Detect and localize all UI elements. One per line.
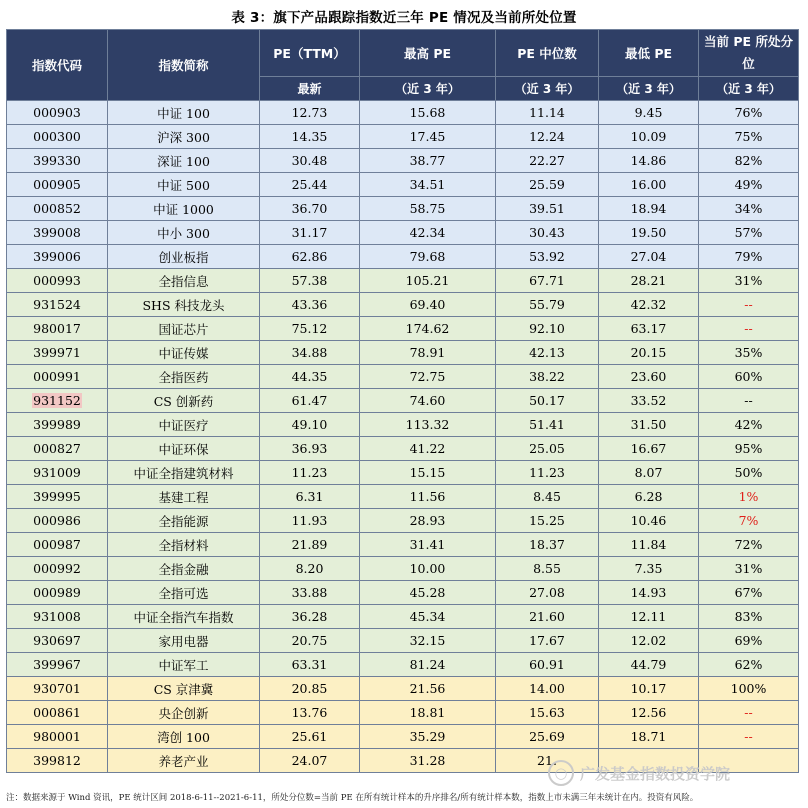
table-row	[7, 461, 799, 485]
cell-median: 50.17	[496, 389, 599, 413]
table-row	[7, 653, 799, 677]
cell-pe-ttm: 8.20	[260, 557, 360, 581]
cell-code	[7, 101, 108, 125]
cell-code	[7, 269, 108, 293]
cell-median: 39.51	[496, 197, 599, 221]
cell-code	[7, 413, 108, 437]
cell-position: 69%	[699, 629, 799, 653]
cell-code	[7, 173, 108, 197]
cell-name: 央企创新	[108, 701, 260, 725]
cell-code	[7, 461, 108, 485]
cell-median: 55.79	[496, 293, 599, 317]
cell-code	[7, 293, 108, 317]
table-row	[7, 677, 799, 701]
cell-position: 31%	[699, 269, 799, 293]
cell-high: 32.15	[360, 629, 496, 653]
cell-low: 33.52	[599, 389, 699, 413]
pe-table	[6, 29, 799, 773]
table-row	[7, 269, 799, 293]
cell-pe-ttm: 49.10	[260, 413, 360, 437]
table-row	[7, 557, 799, 581]
cell-low: 10.46	[599, 509, 699, 533]
cell-median: 21.60	[496, 605, 599, 629]
code-text: 399995	[33, 489, 81, 504]
code-text: 000992	[33, 561, 81, 576]
table-row	[7, 389, 799, 413]
table-row	[7, 317, 799, 341]
cell-position: 62%	[699, 653, 799, 677]
wechat-icon: ◯	[548, 760, 574, 786]
cell-pe-ttm: 12.73	[260, 101, 360, 125]
cell-name: 深证 100	[108, 149, 260, 173]
cell-low: 18.71	[599, 725, 699, 749]
cell-name: SHS 科技龙头	[108, 293, 260, 317]
cell-median: 17.67	[496, 629, 599, 653]
cell-pe-ttm: 31.17	[260, 221, 360, 245]
cell-low: 63.17	[599, 317, 699, 341]
cell-position: 79%	[699, 245, 799, 269]
cell-low: 16.00	[599, 173, 699, 197]
col-sub-median: （近 3 年）	[496, 77, 599, 101]
col-sub-high: （近 3 年）	[360, 77, 496, 101]
cell-code	[7, 701, 108, 725]
code-text: 399006	[33, 249, 81, 264]
cell-position: 83%	[699, 605, 799, 629]
code-text: 000987	[33, 537, 81, 552]
table-row	[7, 509, 799, 533]
cell-position: 82%	[699, 149, 799, 173]
cell-position: 100%	[699, 677, 799, 701]
cell-name: 中证医疗	[108, 413, 260, 437]
cell-code	[7, 341, 108, 365]
cell-low: 20.15	[599, 341, 699, 365]
cell-high: 174.62	[360, 317, 496, 341]
cell-position: 75%	[699, 125, 799, 149]
cell-low: 12.11	[599, 605, 699, 629]
cell-median: 15.63	[496, 701, 599, 725]
cell-name: 中证军工	[108, 653, 260, 677]
cell-low: 8.07	[599, 461, 699, 485]
cell-median: 14.00	[496, 677, 599, 701]
cell-high: 58.75	[360, 197, 496, 221]
cell-name: 中证全指汽车指数	[108, 605, 260, 629]
cell-pe-ttm: 36.70	[260, 197, 360, 221]
cell-high: 15.68	[360, 101, 496, 125]
cell-name: 中证环保	[108, 437, 260, 461]
cell-pe-ttm: 21.89	[260, 533, 360, 557]
cell-code	[7, 605, 108, 629]
code-text: 930697	[33, 633, 81, 648]
cell-high: 38.77	[360, 149, 496, 173]
cell-median: 60.91	[496, 653, 599, 677]
table-row	[7, 101, 799, 125]
cell-name: 中证传媒	[108, 341, 260, 365]
cell-code	[7, 653, 108, 677]
code-text: 931152	[33, 393, 81, 408]
cell-position: 76%	[699, 101, 799, 125]
cell-position: 60%	[699, 365, 799, 389]
cell-low: 10.17	[599, 677, 699, 701]
cell-low: 12.02	[599, 629, 699, 653]
cell-name: 创业板指	[108, 245, 260, 269]
code-text: 000905	[33, 177, 81, 192]
cell-code	[7, 533, 108, 557]
table-row	[7, 533, 799, 557]
cell-name: 中证 100	[108, 101, 260, 125]
cell-low: 10.09	[599, 125, 699, 149]
cell-position: --	[699, 389, 799, 413]
code-text: 000827	[33, 441, 81, 456]
cell-position: --	[699, 317, 799, 341]
cell-pe-ttm: 30.48	[260, 149, 360, 173]
table-row	[7, 197, 799, 221]
col-sub-pe-ttm: 最新	[260, 77, 360, 101]
cell-code	[7, 149, 108, 173]
cell-median: 53.92	[496, 245, 599, 269]
cell-pe-ttm: 20.75	[260, 629, 360, 653]
table-row	[7, 629, 799, 653]
table-row	[7, 725, 799, 749]
code-text: 000986	[33, 513, 81, 528]
cell-high: 42.34	[360, 221, 496, 245]
col-header-low: 最低 PE	[599, 30, 699, 77]
cell-low: 16.67	[599, 437, 699, 461]
cell-position: 35%	[699, 341, 799, 365]
col-header-high: 最高 PE	[360, 30, 496, 77]
cell-pe-ttm: 20.85	[260, 677, 360, 701]
cell-name: 中证 500	[108, 173, 260, 197]
cell-median: 67.71	[496, 269, 599, 293]
cell-code	[7, 365, 108, 389]
cell-position: 57%	[699, 221, 799, 245]
cell-code	[7, 245, 108, 269]
cell-low: 23.60	[599, 365, 699, 389]
cell-pe-ttm: 75.12	[260, 317, 360, 341]
code-text: 980017	[33, 321, 81, 336]
cell-high: 45.34	[360, 605, 496, 629]
table-row	[7, 149, 799, 173]
cell-name: 家用电器	[108, 629, 260, 653]
cell-code	[7, 389, 108, 413]
cell-high: 31.41	[360, 533, 496, 557]
cell-position: 7%	[699, 509, 799, 533]
cell-name: 国证芯片	[108, 317, 260, 341]
cell-code	[7, 221, 108, 245]
cell-high: 78.91	[360, 341, 496, 365]
cell-median: 18.37	[496, 533, 599, 557]
cell-median: 12.24	[496, 125, 599, 149]
cell-pe-ttm: 11.23	[260, 461, 360, 485]
col-header-pe-ttm: PE（TTM）	[260, 30, 360, 77]
cell-low: 14.93	[599, 581, 699, 605]
cell-high: 10.00	[360, 557, 496, 581]
cell-median: 25.05	[496, 437, 599, 461]
cell-high: 105.21	[360, 269, 496, 293]
watermark	[548, 760, 730, 786]
cell-pe-ttm: 36.93	[260, 437, 360, 461]
cell-pe-ttm: 44.35	[260, 365, 360, 389]
cell-pe-ttm: 63.31	[260, 653, 360, 677]
cell-low: 18.94	[599, 197, 699, 221]
cell-high: 18.81	[360, 701, 496, 725]
cell-pe-ttm: 43.36	[260, 293, 360, 317]
cell-median: 22.27	[496, 149, 599, 173]
cell-low: 44.79	[599, 653, 699, 677]
table-title: 表 3：旗下产品跟踪指数近三年 PE 情况及当前所处位置	[231, 10, 577, 26]
code-text: 930701	[33, 681, 81, 696]
cell-high: 31.28	[360, 749, 496, 773]
cell-code	[7, 317, 108, 341]
cell-name: 全指材料	[108, 533, 260, 557]
cell-name: 全指金融	[108, 557, 260, 581]
cell-low: 42.32	[599, 293, 699, 317]
table-row	[7, 605, 799, 629]
cell-low: 12.56	[599, 701, 699, 725]
col-sub-low: （近 3 年）	[599, 77, 699, 101]
cell-high: 79.68	[360, 245, 496, 269]
code-text: 399330	[33, 153, 81, 168]
cell-position: 1%	[699, 485, 799, 509]
cell-name: 中证全指建筑材料	[108, 461, 260, 485]
cell-name: 中证 1000	[108, 197, 260, 221]
table-row	[7, 701, 799, 725]
col-header-position-label: 当前 PE 所处分位	[704, 34, 793, 71]
code-text: 000852	[33, 201, 81, 216]
cell-high: 74.60	[360, 389, 496, 413]
cell-median: 25.69	[496, 725, 599, 749]
cell-median: 25.59	[496, 173, 599, 197]
cell-code	[7, 197, 108, 221]
cell-high: 34.51	[360, 173, 496, 197]
cell-position: 49%	[699, 173, 799, 197]
cell-position: --	[699, 701, 799, 725]
cell-high: 11.56	[360, 485, 496, 509]
cell-name: 全指可选	[108, 581, 260, 605]
table-row	[7, 245, 799, 269]
code-text: 399971	[33, 345, 81, 360]
table-row	[7, 173, 799, 197]
cell-high: 28.93	[360, 509, 496, 533]
code-text: 000300	[33, 129, 81, 144]
cell-median: 15.25	[496, 509, 599, 533]
col-header-median: PE 中位数	[496, 30, 599, 77]
code-text: 399008	[33, 225, 81, 240]
cell-low: 27.04	[599, 245, 699, 269]
code-text: 000903	[33, 105, 81, 120]
cell-high: 15.15	[360, 461, 496, 485]
cell-code	[7, 581, 108, 605]
cell-position: 72%	[699, 533, 799, 557]
table-row	[7, 365, 799, 389]
cell-median: 42.13	[496, 341, 599, 365]
table-row	[7, 293, 799, 317]
cell-name: 基建工程	[108, 485, 260, 509]
watermark-text: 广发基金指数投资学院	[580, 764, 731, 783]
cell-median: 51.41	[496, 413, 599, 437]
footnote: 注：数据来源于 Wind 资讯，PE 统计区间 2018-6-11--2021-6-11，所处分位数=当前 PE 在所有统计样本的升序排名/所有统计样本数，指数上市未满三年未统计在内。投资有风险。	[6, 793, 699, 803]
cell-position: 67%	[699, 581, 799, 605]
cell-pe-ttm: 25.44	[260, 173, 360, 197]
cell-name: 养老产业	[108, 749, 260, 773]
cell-code	[7, 509, 108, 533]
cell-median: 11.14	[496, 101, 599, 125]
cell-high: 69.40	[360, 293, 496, 317]
cell-position: --	[699, 725, 799, 749]
cell-median: 21.	[496, 749, 599, 773]
code-text: 000991	[33, 369, 81, 384]
col-header-code: 指数代码	[7, 30, 108, 101]
code-text: 931524	[33, 297, 81, 312]
cell-name: 沪深 300	[108, 125, 260, 149]
cell-median: 27.08	[496, 581, 599, 605]
cell-low: 14.86	[599, 149, 699, 173]
cell-median: 30.43	[496, 221, 599, 245]
table-body	[7, 101, 799, 773]
cell-position: 50%	[699, 461, 799, 485]
table-row	[7, 581, 799, 605]
code-text: 399989	[33, 417, 81, 432]
cell-median: 92.10	[496, 317, 599, 341]
cell-code	[7, 725, 108, 749]
code-text: 000993	[33, 273, 81, 288]
code-text: 931009	[33, 465, 81, 480]
cell-low: 19.50	[599, 221, 699, 245]
code-text: 931008	[33, 609, 81, 624]
cell-code	[7, 125, 108, 149]
cell-name: 湾创 100	[108, 725, 260, 749]
cell-position: --	[699, 293, 799, 317]
cell-pe-ttm: 36.28	[260, 605, 360, 629]
col-header-name: 指数简称	[108, 30, 260, 101]
cell-pe-ttm: 11.93	[260, 509, 360, 533]
cell-name: CS 京津冀	[108, 677, 260, 701]
table-row	[7, 125, 799, 149]
cell-high: 35.29	[360, 725, 496, 749]
cell-code	[7, 749, 108, 773]
cell-low: 7.35	[599, 557, 699, 581]
cell-name: CS 创新药	[108, 389, 260, 413]
cell-median: 8.45	[496, 485, 599, 509]
cell-position: 95%	[699, 437, 799, 461]
cell-name: 全指信息	[108, 269, 260, 293]
cell-position: 34%	[699, 197, 799, 221]
cell-median: 38.22	[496, 365, 599, 389]
cell-median: 11.23	[496, 461, 599, 485]
cell-code	[7, 557, 108, 581]
table-row	[7, 437, 799, 461]
code-text: 399967	[33, 657, 81, 672]
cell-code	[7, 629, 108, 653]
table-row	[7, 341, 799, 365]
cell-code	[7, 485, 108, 509]
table-row	[7, 413, 799, 437]
code-text: 980001	[33, 729, 81, 744]
header-row	[7, 30, 799, 77]
code-text: 399812	[33, 753, 81, 768]
cell-high: 113.32	[360, 413, 496, 437]
cell-high: 81.24	[360, 653, 496, 677]
cell-pe-ttm: 24.07	[260, 749, 360, 773]
cell-pe-ttm: 57.38	[260, 269, 360, 293]
code-text: 000861	[33, 705, 81, 720]
cell-name: 全指医药	[108, 365, 260, 389]
cell-high: 17.45	[360, 125, 496, 149]
table-row	[7, 485, 799, 509]
col-header-position	[699, 30, 799, 77]
cell-position: 42%	[699, 413, 799, 437]
cell-pe-ttm: 25.61	[260, 725, 360, 749]
cell-low: 9.45	[599, 101, 699, 125]
cell-position: 31%	[699, 557, 799, 581]
cell-low: 31.50	[599, 413, 699, 437]
code-text: 000989	[33, 585, 81, 600]
cell-low: 28.21	[599, 269, 699, 293]
cell-high: 21.56	[360, 677, 496, 701]
cell-pe-ttm: 62.86	[260, 245, 360, 269]
col-sub-position: （近 3 年）	[699, 77, 799, 101]
cell-code	[7, 437, 108, 461]
table-row	[7, 221, 799, 245]
cell-median: 8.55	[496, 557, 599, 581]
cell-name: 全指能源	[108, 509, 260, 533]
cell-pe-ttm: 6.31	[260, 485, 360, 509]
cell-high: 45.28	[360, 581, 496, 605]
cell-pe-ttm: 14.35	[260, 125, 360, 149]
cell-pe-ttm: 13.76	[260, 701, 360, 725]
cell-low: 6.28	[599, 485, 699, 509]
cell-pe-ttm: 33.88	[260, 581, 360, 605]
cell-pe-ttm: 61.47	[260, 389, 360, 413]
cell-name: 中小 300	[108, 221, 260, 245]
cell-high: 41.22	[360, 437, 496, 461]
cell-code	[7, 677, 108, 701]
cell-low: 11.84	[599, 533, 699, 557]
cell-pe-ttm: 34.88	[260, 341, 360, 365]
cell-high: 72.75	[360, 365, 496, 389]
